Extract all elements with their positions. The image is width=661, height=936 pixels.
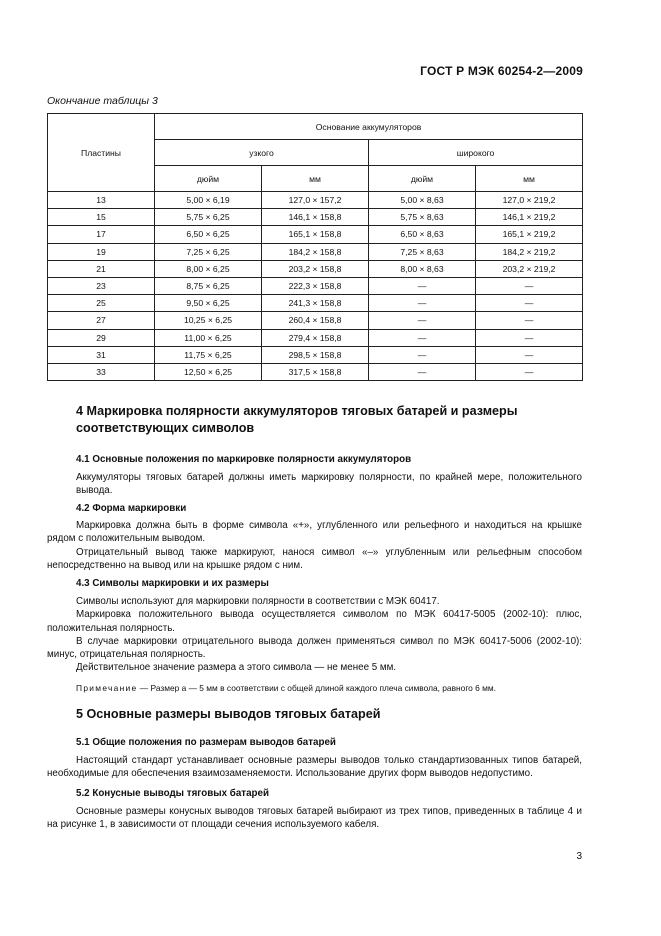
- table-caption: Окончание таблицы 3: [47, 95, 158, 107]
- table-cell: 165,1 × 219,2: [476, 226, 583, 243]
- table-body: [48, 192, 583, 381]
- table-cell: 23: [48, 277, 155, 294]
- section-4-3: [47, 577, 582, 694]
- section-4-title: 4 Маркировка полярности аккумуляторов тяговых батарей и размеры соответствующих символов: [76, 404, 518, 435]
- section-4-2-title: 4.2 Форма маркировки: [76, 503, 187, 514]
- table-cell: —: [476, 277, 583, 294]
- note-label: Примечание: [76, 682, 138, 693]
- header-wide-mm: мм: [476, 166, 583, 192]
- table-cell: 8,75 × 6,25: [155, 277, 262, 294]
- table-cell: 5,00 × 6,19: [155, 192, 262, 209]
- table-row: [48, 192, 583, 209]
- battery-base-table: [47, 113, 583, 381]
- table-cell: 146,1 × 219,2: [476, 209, 583, 226]
- table-cell: 11,00 × 6,25: [155, 329, 262, 346]
- table-cell: 25: [48, 295, 155, 312]
- table-row: [48, 346, 583, 363]
- table-cell: 165,1 × 158,8: [262, 226, 369, 243]
- document-id: ГОСТ Р МЭК 60254-2—2009: [420, 64, 583, 78]
- header-narrow: узкого: [155, 140, 369, 166]
- table-row: [48, 329, 583, 346]
- section-4-3-para-1: Символы используют для маркировки полярности в соответствии с МЭК 60417.: [76, 596, 440, 607]
- table-cell: 222,3 × 158,8: [262, 277, 369, 294]
- table-cell: 7,25 × 6,25: [155, 243, 262, 260]
- table-cell: —: [369, 312, 476, 329]
- table-cell: 5,75 × 6,25: [155, 209, 262, 226]
- table-cell: —: [476, 295, 583, 312]
- note-text: — Размер a — 5 мм в соответствии с общей длиной каждого плеча символа, равного 6 мм.: [137, 682, 496, 693]
- header-wide: широкого: [369, 140, 583, 166]
- header-plates: Пластины: [48, 114, 155, 192]
- table-cell: 12,50 × 6,25: [155, 363, 262, 380]
- table-cell: 127,0 × 219,2: [476, 192, 583, 209]
- table-cell: —: [476, 363, 583, 380]
- section-5-2-para: Основные размеры конусных выводов тяговых батарей выбирают из трех типов, приведенных в таблице 4 и на рисунке 1, в зависимости от площади сечения используемого кабеля.: [47, 805, 582, 830]
- table-cell: 298,5 × 158,8: [262, 346, 369, 363]
- section-4-3-para-3: В случае маркировки отрицательного вывода должен применяться символ по МЭК 60417-5006 (2002-10): минус, отрицательная полярность.: [47, 635, 582, 661]
- table-row: [48, 295, 583, 312]
- section-4-3-para-4: Действительное значение размера a этого символа — не менее 5 мм.: [76, 662, 397, 674]
- table-cell: 5,00 × 8,63: [369, 192, 476, 209]
- table-cell: 260,4 × 158,8: [262, 312, 369, 329]
- table-cell: 317,5 × 158,8: [262, 363, 369, 380]
- table-cell: 31: [48, 346, 155, 363]
- table-cell: 8,00 × 8,63: [369, 260, 476, 277]
- table-cell: 9,50 × 6,25: [155, 295, 262, 312]
- table-row: [48, 312, 583, 329]
- header-narrow-mm: мм: [262, 166, 369, 192]
- table-row: [48, 260, 583, 277]
- section-5-1-para: Настоящий стандарт устанавливает основные размеры выводов только стандартизованных типов батарей, необходимые для обеспечения взаимозаменяемости. Использование других форм выводов недопустимо.: [47, 755, 582, 780]
- table-cell: 184,2 × 219,2: [476, 243, 583, 260]
- section-4-2-para-1: Маркировка должна быть в форме символа «+», углубленного или рельефного и находиться на крышке рядом с положительным выводом.: [47, 520, 582, 545]
- table-cell: —: [476, 346, 583, 363]
- table-cell: —: [476, 312, 583, 329]
- section-4-1-para: Аккумуляторы тяговых батарей должны иметь маркировку полярности, по крайней мере, положительного вывода.: [76, 472, 582, 497]
- table-cell: 6,50 × 6,25: [155, 226, 262, 243]
- header-wide-inch: дюйм: [369, 166, 476, 192]
- table-cell: 10,25 × 6,25: [155, 312, 262, 329]
- table-cell: 33: [48, 363, 155, 380]
- section-4-2: [47, 502, 582, 572]
- section-4-3-title: 4.3 Символы маркировки и их размеры: [76, 578, 269, 589]
- table-cell: 29: [48, 329, 155, 346]
- table-cell: 6,50 × 8,63: [369, 226, 476, 243]
- header-narrow-inch: дюйм: [155, 166, 262, 192]
- table-cell: 279,4 × 158,8: [262, 329, 369, 346]
- table-cell: 184,2 × 158,8: [262, 243, 369, 260]
- section-5-title: 5 Основные размеры выводов тяговых батарей: [76, 707, 381, 721]
- section-4-2-para-2: Отрицательный вывод также маркируют, нанося символ «–» углубленным или рельефным способом непосредственно на вывод или на крышке рядом с ним.: [47, 546, 582, 571]
- table-cell: —: [369, 277, 476, 294]
- section-4-1-title: 4.1 Основные положения по маркировке полярности аккумуляторов: [76, 454, 412, 465]
- table-cell: 8,00 × 6,25: [155, 260, 262, 277]
- header-base: Основание аккумуляторов: [155, 114, 583, 140]
- table-cell: 7,25 × 8,63: [369, 243, 476, 260]
- main-text: [76, 403, 582, 437]
- table-row: [48, 277, 583, 294]
- table-row: [48, 209, 583, 226]
- table-cell: 15: [48, 209, 155, 226]
- table-cell: —: [369, 363, 476, 380]
- table-cell: 5,75 × 8,63: [369, 209, 476, 226]
- table-cell: 146,1 × 158,8: [262, 209, 369, 226]
- table-cell: 203,2 × 219,2: [476, 260, 583, 277]
- table-cell: 17: [48, 226, 155, 243]
- section-5-2-title: 5.2 Конусные выводы тяговых батарей: [76, 787, 269, 799]
- table-cell: 203,2 × 158,8: [262, 260, 369, 277]
- table-cell: —: [476, 329, 583, 346]
- note: [47, 682, 582, 694]
- table-cell: —: [369, 346, 476, 363]
- table-cell: 19: [48, 243, 155, 260]
- table-row: [48, 243, 583, 260]
- table-row: [48, 226, 583, 243]
- section-4-3-para-2: Маркировка положительного вывода осуществляется символом по МЭК 60417-5005 (2002-10): плюс, положительная полярность.: [47, 609, 582, 634]
- table-cell: 13: [48, 192, 155, 209]
- table-cell: 241,3 × 158,8: [262, 295, 369, 312]
- table-cell: 27: [48, 312, 155, 329]
- section-4-body: [76, 453, 582, 498]
- table-cell: —: [369, 295, 476, 312]
- table-cell: 21: [48, 260, 155, 277]
- table-row: [48, 363, 583, 380]
- table-cell: 127,0 × 157,2: [262, 192, 369, 209]
- section-5-1-title: 5.1 Общие положения по размерам выводов батарей: [76, 737, 336, 748]
- section-5: [47, 706, 582, 831]
- page-number: 3: [576, 851, 582, 862]
- table-cell: 11,75 × 6,25: [155, 346, 262, 363]
- table-cell: —: [369, 329, 476, 346]
